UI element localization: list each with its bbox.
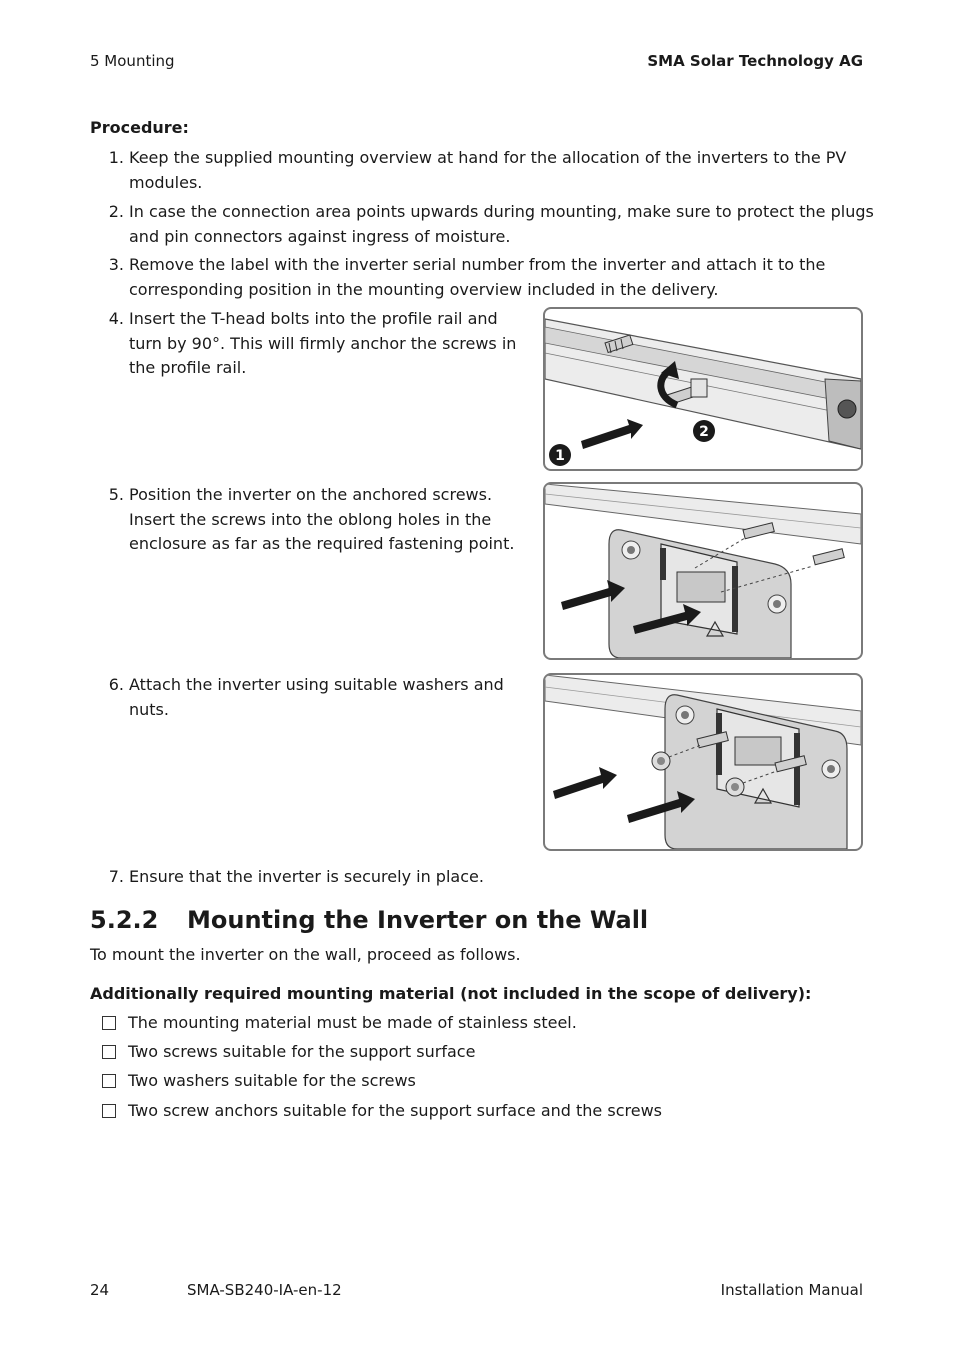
badge-2: 2 [699,424,709,440]
section-title-text: Mounting the Inverter on the Wall [187,906,649,934]
figure-profile-rail-bolts [543,307,863,471]
manual-name: Installation Manual [720,1281,863,1299]
checkbox-icon [102,1104,116,1118]
inverter-attaching-illustration [545,675,861,849]
step-line: turn by 90°. This will firmly anchor the screws in [129,333,517,353]
step-line: nuts. [129,699,169,719]
step-number: 4. [108,309,124,328]
step-line: Ensure that the inverter is securely in place. [129,867,484,886]
running-header-company: SMA Solar Technology AG [647,52,863,70]
step-line: enclosure as far as the required fastening point. [129,534,515,553]
section-number: 5.2.2 [90,906,159,934]
checklist-text: Two screw anchors suitable for the support surface and the screws [128,1101,662,1120]
checkbox-icon [102,1045,116,1059]
page-number: 24 [90,1281,110,1299]
step-line: Position the inverter on the anchored screws. [129,485,493,504]
step-number: 1. [108,148,124,167]
checklist-text: The mounting material must be made of stainless steel. [128,1013,577,1032]
step-line: and pin connectors against ingress of moisture. [129,226,511,246]
checkbox-icon [102,1074,116,1088]
step-line: modules. [129,172,203,192]
step-number: 6. [108,675,124,694]
step-line: In case the connection area points upwards during mounting, make sure to protect the plugs [129,202,874,221]
material-heading: Additionally required mounting material (not included in the scope of delivery): [90,984,812,1003]
checkbox-icon [102,1016,116,1030]
step-line: Remove the label with the inverter serial number from the inverter and attach it to the [129,255,826,274]
step-number: 7. [108,867,124,886]
figure-position-inverter [543,482,863,660]
procedure-heading: Procedure: [90,118,189,137]
step-number: 3. [108,255,124,274]
figure-attach-inverter [543,673,863,851]
step-line: Attach the inverter using suitable washers and [129,675,504,694]
badge-1: 1 [555,448,565,464]
step-line: Insert the T-head bolts into the profile rail and [129,309,498,328]
step-number: 5. [108,485,124,504]
checklist-text: Two washers suitable for the screws [128,1071,416,1090]
step-line: the profile rail. [129,358,247,377]
step-number: 2. [108,202,124,221]
section-title [90,906,648,934]
checklist-text: Two screws suitable for the support surface [128,1042,476,1061]
profile-rail-illustration [545,309,861,469]
step-line: corresponding position in the mounting overview included in the delivery. [129,279,719,299]
section-intro: To mount the inverter on the wall, proceed as follows. [90,945,521,964]
step-line: Keep the supplied mounting overview at hand for the allocation of the inverters to the PV [129,148,847,167]
running-header-section: 5 Mounting [90,52,175,70]
document-id: SMA-SB240-IA-en-12 [187,1281,342,1299]
step-line: Insert the screws into the oblong holes in the [129,509,492,529]
inverter-positioning-illustration [545,484,861,658]
